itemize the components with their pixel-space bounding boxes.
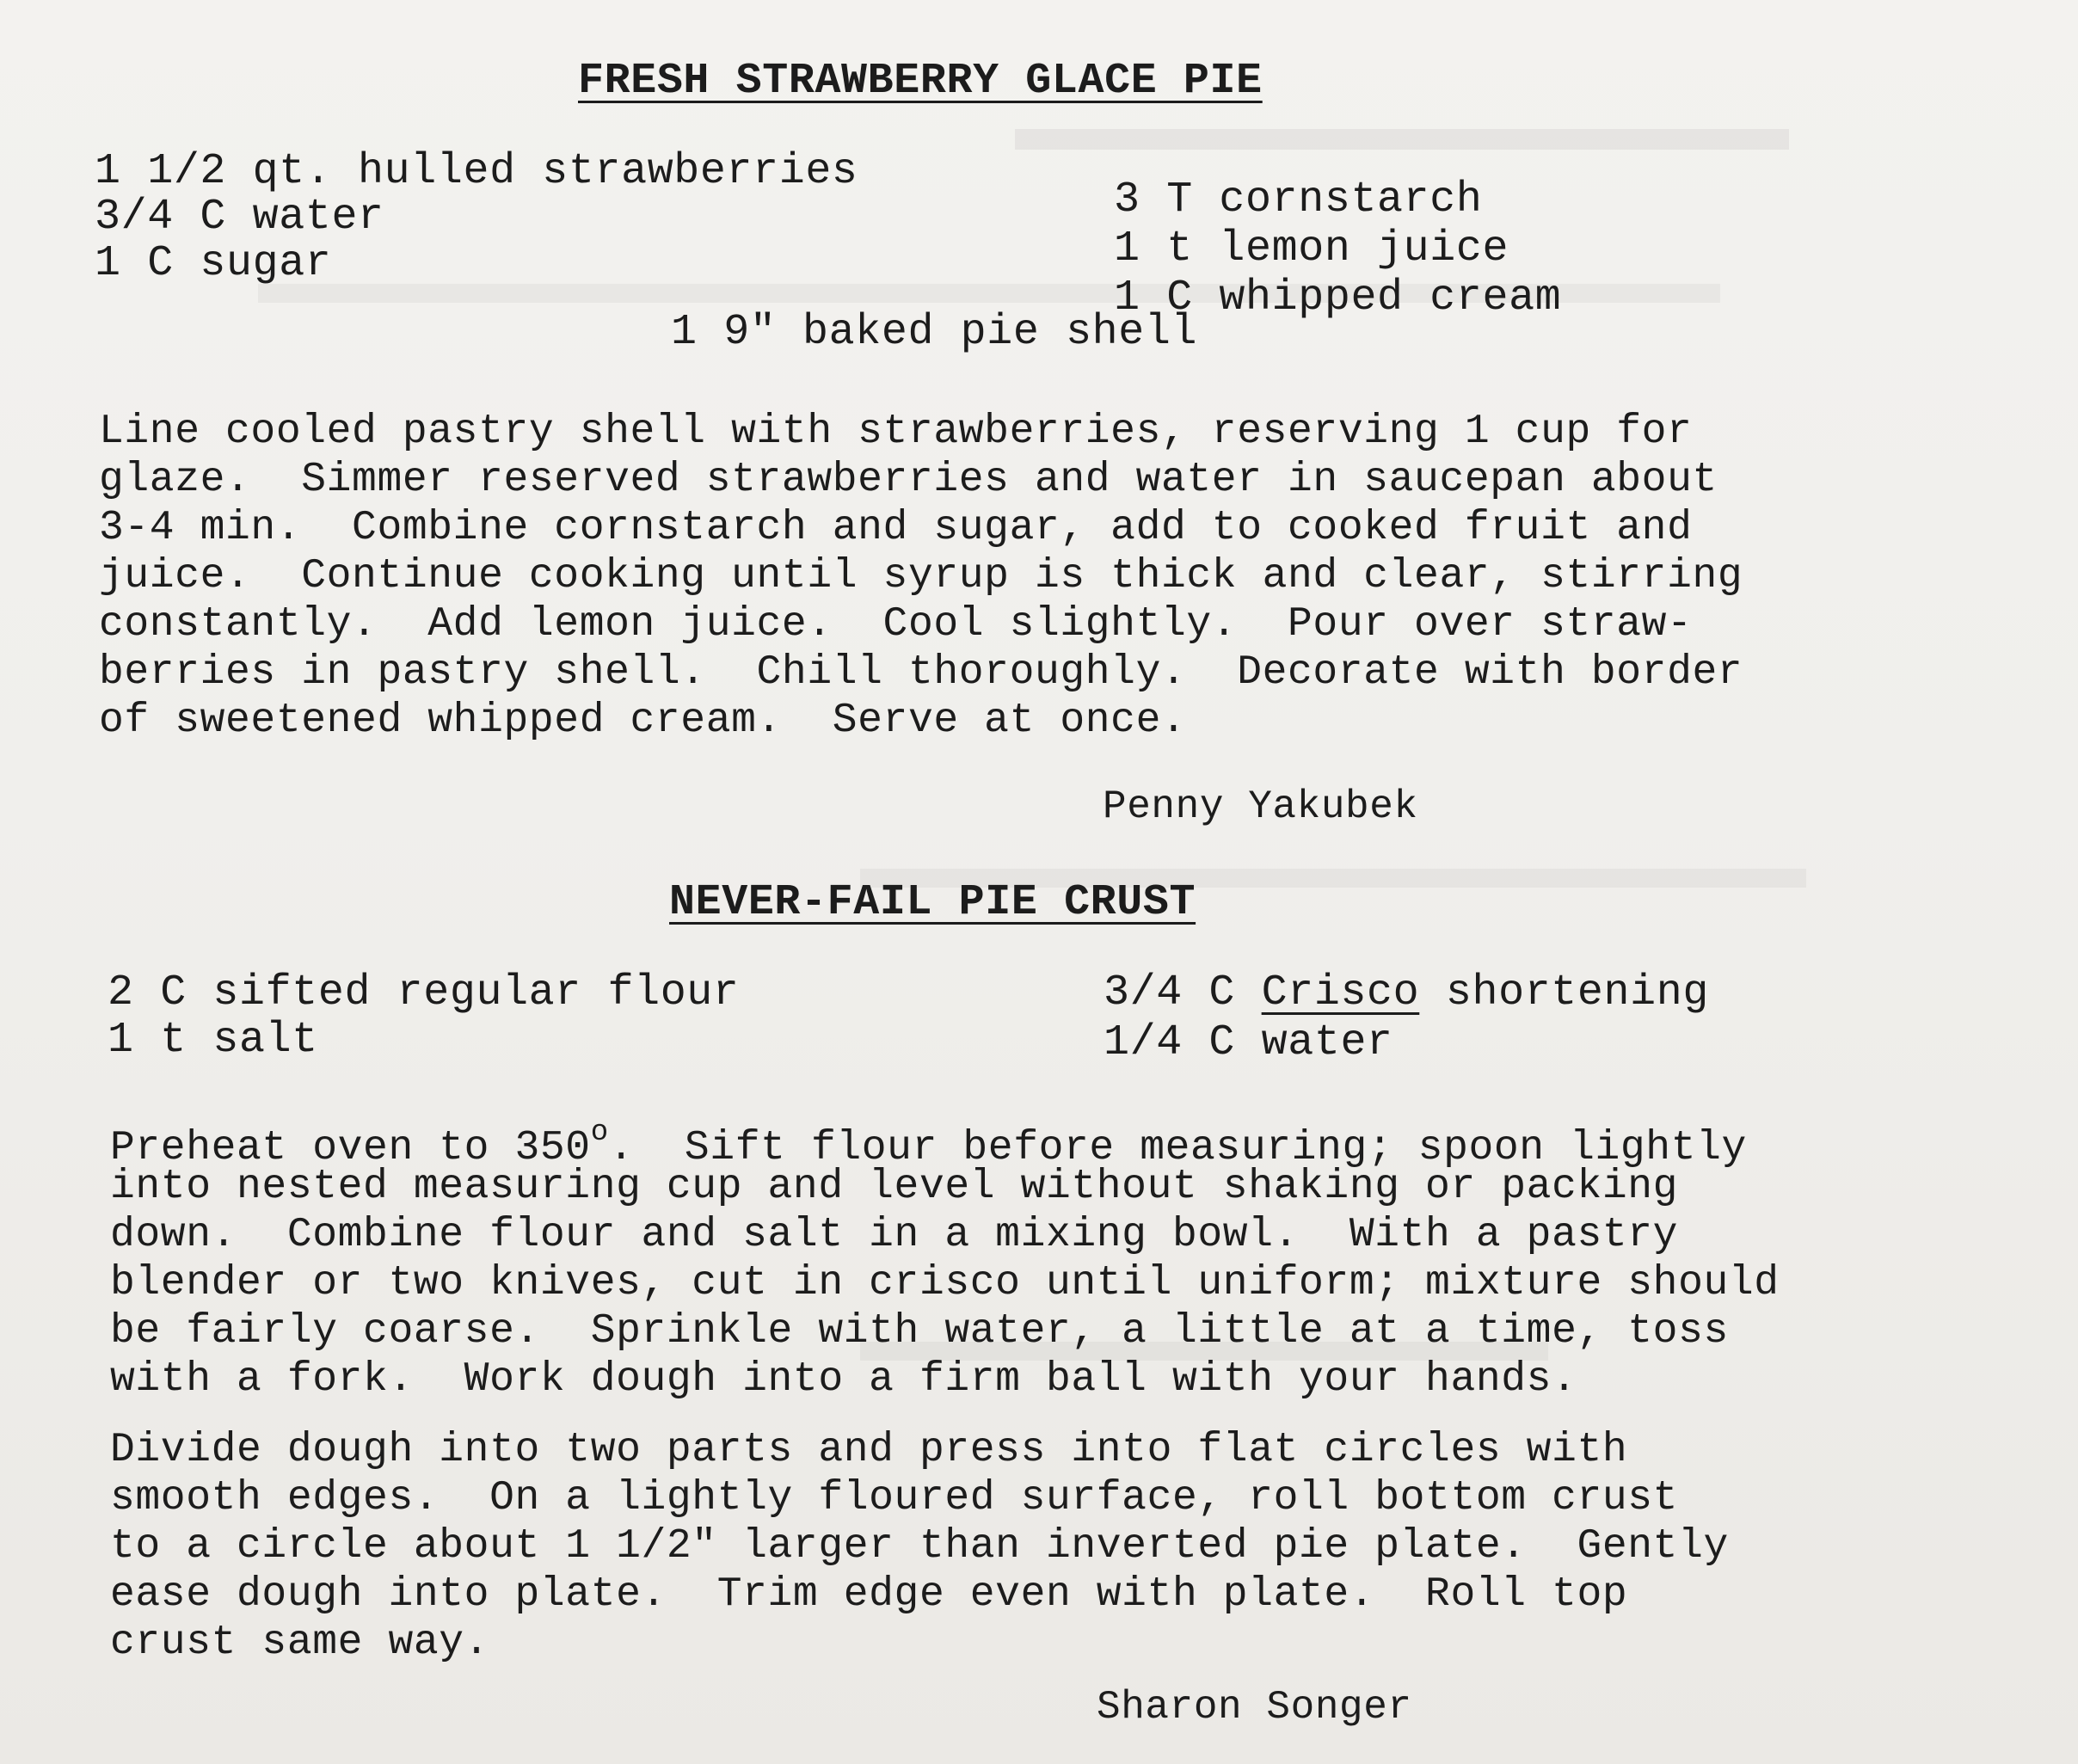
instruction-line: berries in pastry shell. Chill thoroughly. Decorate with border — [99, 649, 1743, 696]
instruction-line: blender or two knives, cut in crisco until uniform; mixture should — [110, 1260, 1780, 1306]
instruction-line: into nested measuring cup and level without shaking or packing — [110, 1164, 1679, 1210]
ingredient-line: 1 C whipped cream — [1114, 274, 1562, 323]
ingredient-line: 1 t salt — [108, 1016, 318, 1065]
instruction-line: to a circle about 1 1/2" larger than inverted pie plate. Gently — [110, 1523, 1729, 1570]
ingredient-line: 1/4 C water — [1104, 1018, 1393, 1067]
instruction-line — [110, 1118, 1747, 1169]
ingredient-name: shortening — [1419, 968, 1709, 1017]
instruction-line: ease dough into plate. Trim edge even with plate. Roll top — [110, 1571, 1628, 1618]
instruction-line: constantly. Add lemon juice. Cool slightly. Pour over straw- — [99, 601, 1693, 648]
instruction-line: Line cooled pastry shell with strawberries, reserving 1 cup for — [99, 409, 1693, 455]
instruction-line: Divide dough into two parts and press into flat circles with — [110, 1427, 1628, 1473]
ingredient-line: 1 9" baked pie shell — [671, 308, 1198, 357]
show-through-texture — [1015, 129, 1789, 150]
instruction-line: crust same way. — [110, 1620, 490, 1666]
recipe-author: Penny Yakubek — [1103, 784, 1418, 829]
instruction-line: with a fork. Work dough into a firm ball with your hands. — [110, 1356, 1577, 1403]
instruction-text: Preheat oven to 350 — [110, 1125, 591, 1171]
recipe-title-pie-crust: NEVER-FAIL PIE CRUST — [669, 878, 1196, 927]
ingredient-line: 2 C sifted regular flour — [108, 968, 740, 1017]
ingredient-line: 1 1/2 qt. hulled strawberries — [95, 147, 858, 196]
ingredient-line: 1 t lemon juice — [1114, 224, 1509, 274]
recipe-title-strawberry-pie: FRESH STRAWBERRY GLACE PIE — [578, 57, 1263, 106]
instruction-line: smooth edges. On a lightly floured surface, roll bottom crust — [110, 1475, 1679, 1521]
instruction-line: down. Combine flour and salt in a mixing bowl. With a pastry — [110, 1212, 1679, 1258]
ingredient-line — [1104, 968, 1709, 1017]
instruction-line: juice. Continue cooking until syrup is thick and clear, stirring — [99, 553, 1743, 599]
ingredient-line: 1 C sugar — [95, 239, 332, 288]
recipe-author: Sharon Songer — [1097, 1685, 1412, 1730]
instruction-line: be fairly coarse. Sprinkle with water, a little at a time, toss — [110, 1308, 1729, 1355]
instruction-line: of sweetened whipped cream. Serve at once. — [99, 698, 1187, 744]
ingredient-line: 3 T cornstarch — [1114, 175, 1483, 224]
brand-name: Crisco — [1261, 968, 1420, 1017]
degree-symbol: o — [590, 1116, 609, 1149]
instruction-text: . Sift flour before measuring; spoon lightly — [608, 1125, 1747, 1171]
instruction-line: glaze. Simmer reserved strawberries and water in saucepan about — [99, 457, 1718, 503]
instruction-line: 3-4 min. Combine cornstarch and sugar, add to cooked fruit and — [99, 505, 1693, 551]
ingredient-line: 3/4 C water — [95, 193, 384, 242]
ingredient-amount: 3/4 C — [1104, 968, 1262, 1017]
